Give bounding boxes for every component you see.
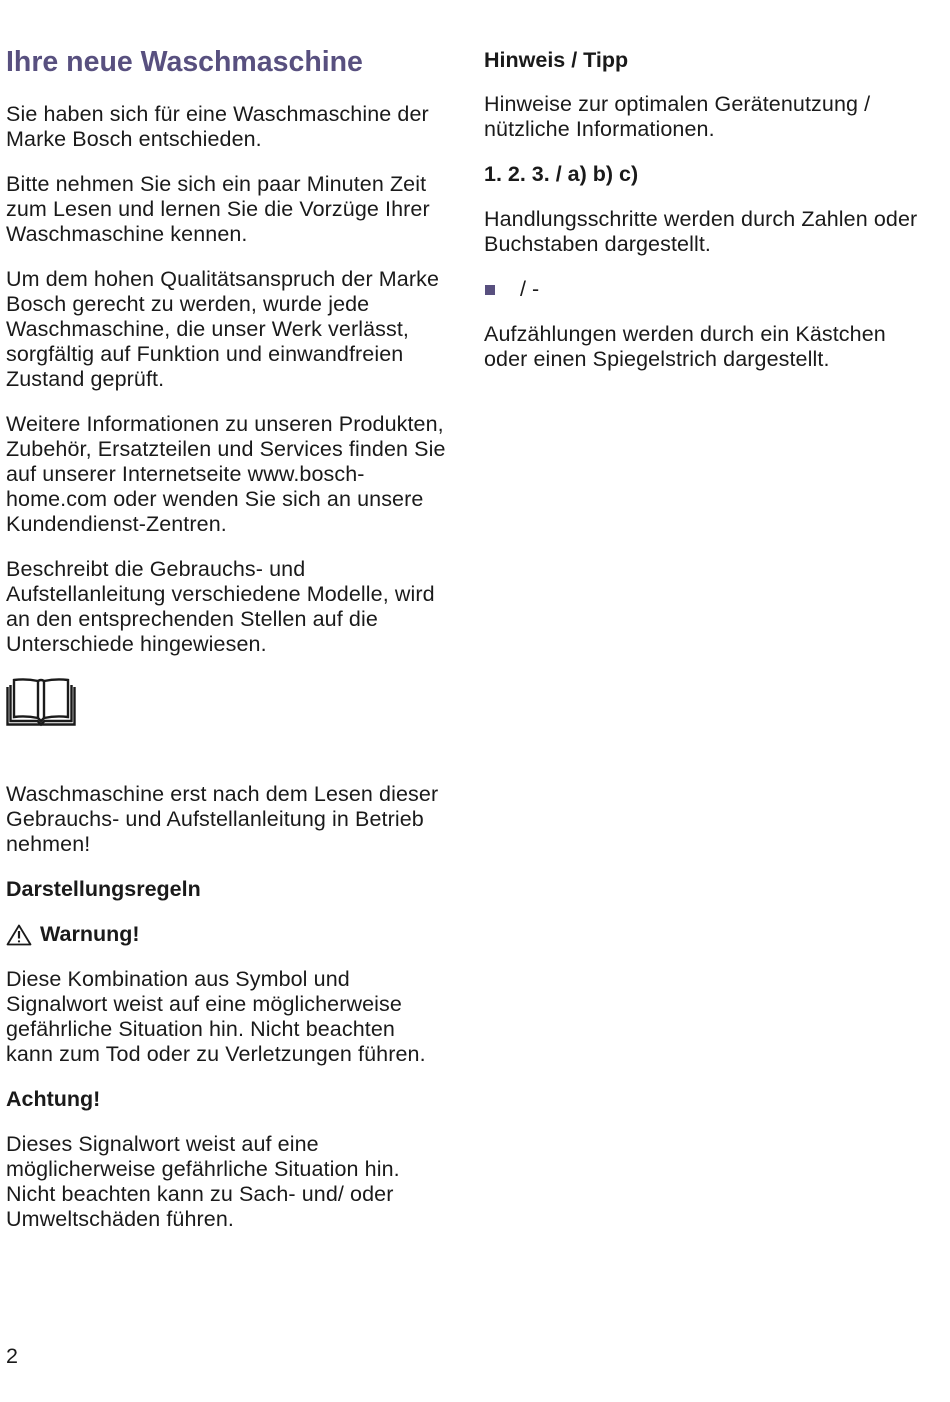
steps-heading: 1. 2. 3. / a) b) c)	[484, 162, 639, 186]
bullet-marker-text: / -	[520, 277, 540, 301]
hint-heading: Hinweis / Tipp	[484, 48, 629, 72]
caution-label: Achtung!	[6, 1087, 101, 1111]
bullet-text: Aufzählungen werden durch ein Kästchen oder einen Spiegelstrich dargestellt.	[484, 322, 886, 371]
open-book-icon	[6, 677, 446, 762]
warning-triangle-icon	[6, 924, 32, 946]
bullet-marker-row	[484, 277, 924, 302]
page-title: Ihre neue Waschmaschine	[6, 46, 363, 78]
read-first-notice: Waschmaschine erst nach dem Lesen dieser Gebrauchs- und Aufstellanleitung in Betrieb nehmen!	[6, 782, 439, 856]
rules-heading: Darstellungsregeln	[6, 877, 201, 901]
caution-text: Dieses Signalwort weist auf eine möglicherweise gefährliche Situation hin. Nicht beachten kann zu Sach- und/ oder Umweltschäden führen.	[6, 1132, 400, 1231]
right-column	[484, 44, 924, 392]
square-bullet-icon	[485, 285, 495, 295]
warning-label-row	[6, 922, 446, 947]
intro-paragraph-3: Um dem hohen Qualitätsanspruch der Marke Bosch gerecht zu werden, wurde jede Waschmaschine, die unser Werk verlässt, sorgfältig auf Funktion und einwandfreien Zustand geprüft.	[6, 267, 440, 391]
intro-paragraph-1: Sie haben sich für eine Waschmaschine der Marke Bosch entschieden.	[6, 102, 429, 151]
intro-paragraph-5: Beschreibt die Gebrauchs- und Aufstellanleitung verschiedene Modelle, wird an den entsprechenden Stellen auf die Unterschiede hingewiesen.	[6, 557, 435, 656]
left-column	[6, 44, 446, 1252]
intro-paragraph-4: Weitere Informationen zu unseren Produkten, Zubehör, Ersatzteilen und Services finden Sie auf unserer Internetseite www.bosch-home.com oder wenden Sie sich an unsere Kundendienst-Zentren.	[6, 412, 446, 536]
intro-paragraph-2: Bitte nehmen Sie sich ein paar Minuten Zeit zum Lesen und lernen Sie die Vorzüge Ihrer Waschmaschine kennen.	[6, 172, 430, 246]
page-number: 2	[6, 1344, 18, 1368]
warning-label: Warnung!	[40, 922, 140, 946]
warning-text: Diese Kombination aus Symbol und Signalwort weist auf eine möglicherweise gefährliche Situation hin. Nicht beachten kann zum Tod oder zu Verletzungen führen.	[6, 967, 426, 1066]
steps-text: Handlungsschritte werden durch Zahlen oder Buchstaben dargestellt.	[484, 207, 918, 256]
hint-text: Hinweise zur optimalen Gerätenutzung / nützliche Informationen.	[484, 92, 871, 141]
